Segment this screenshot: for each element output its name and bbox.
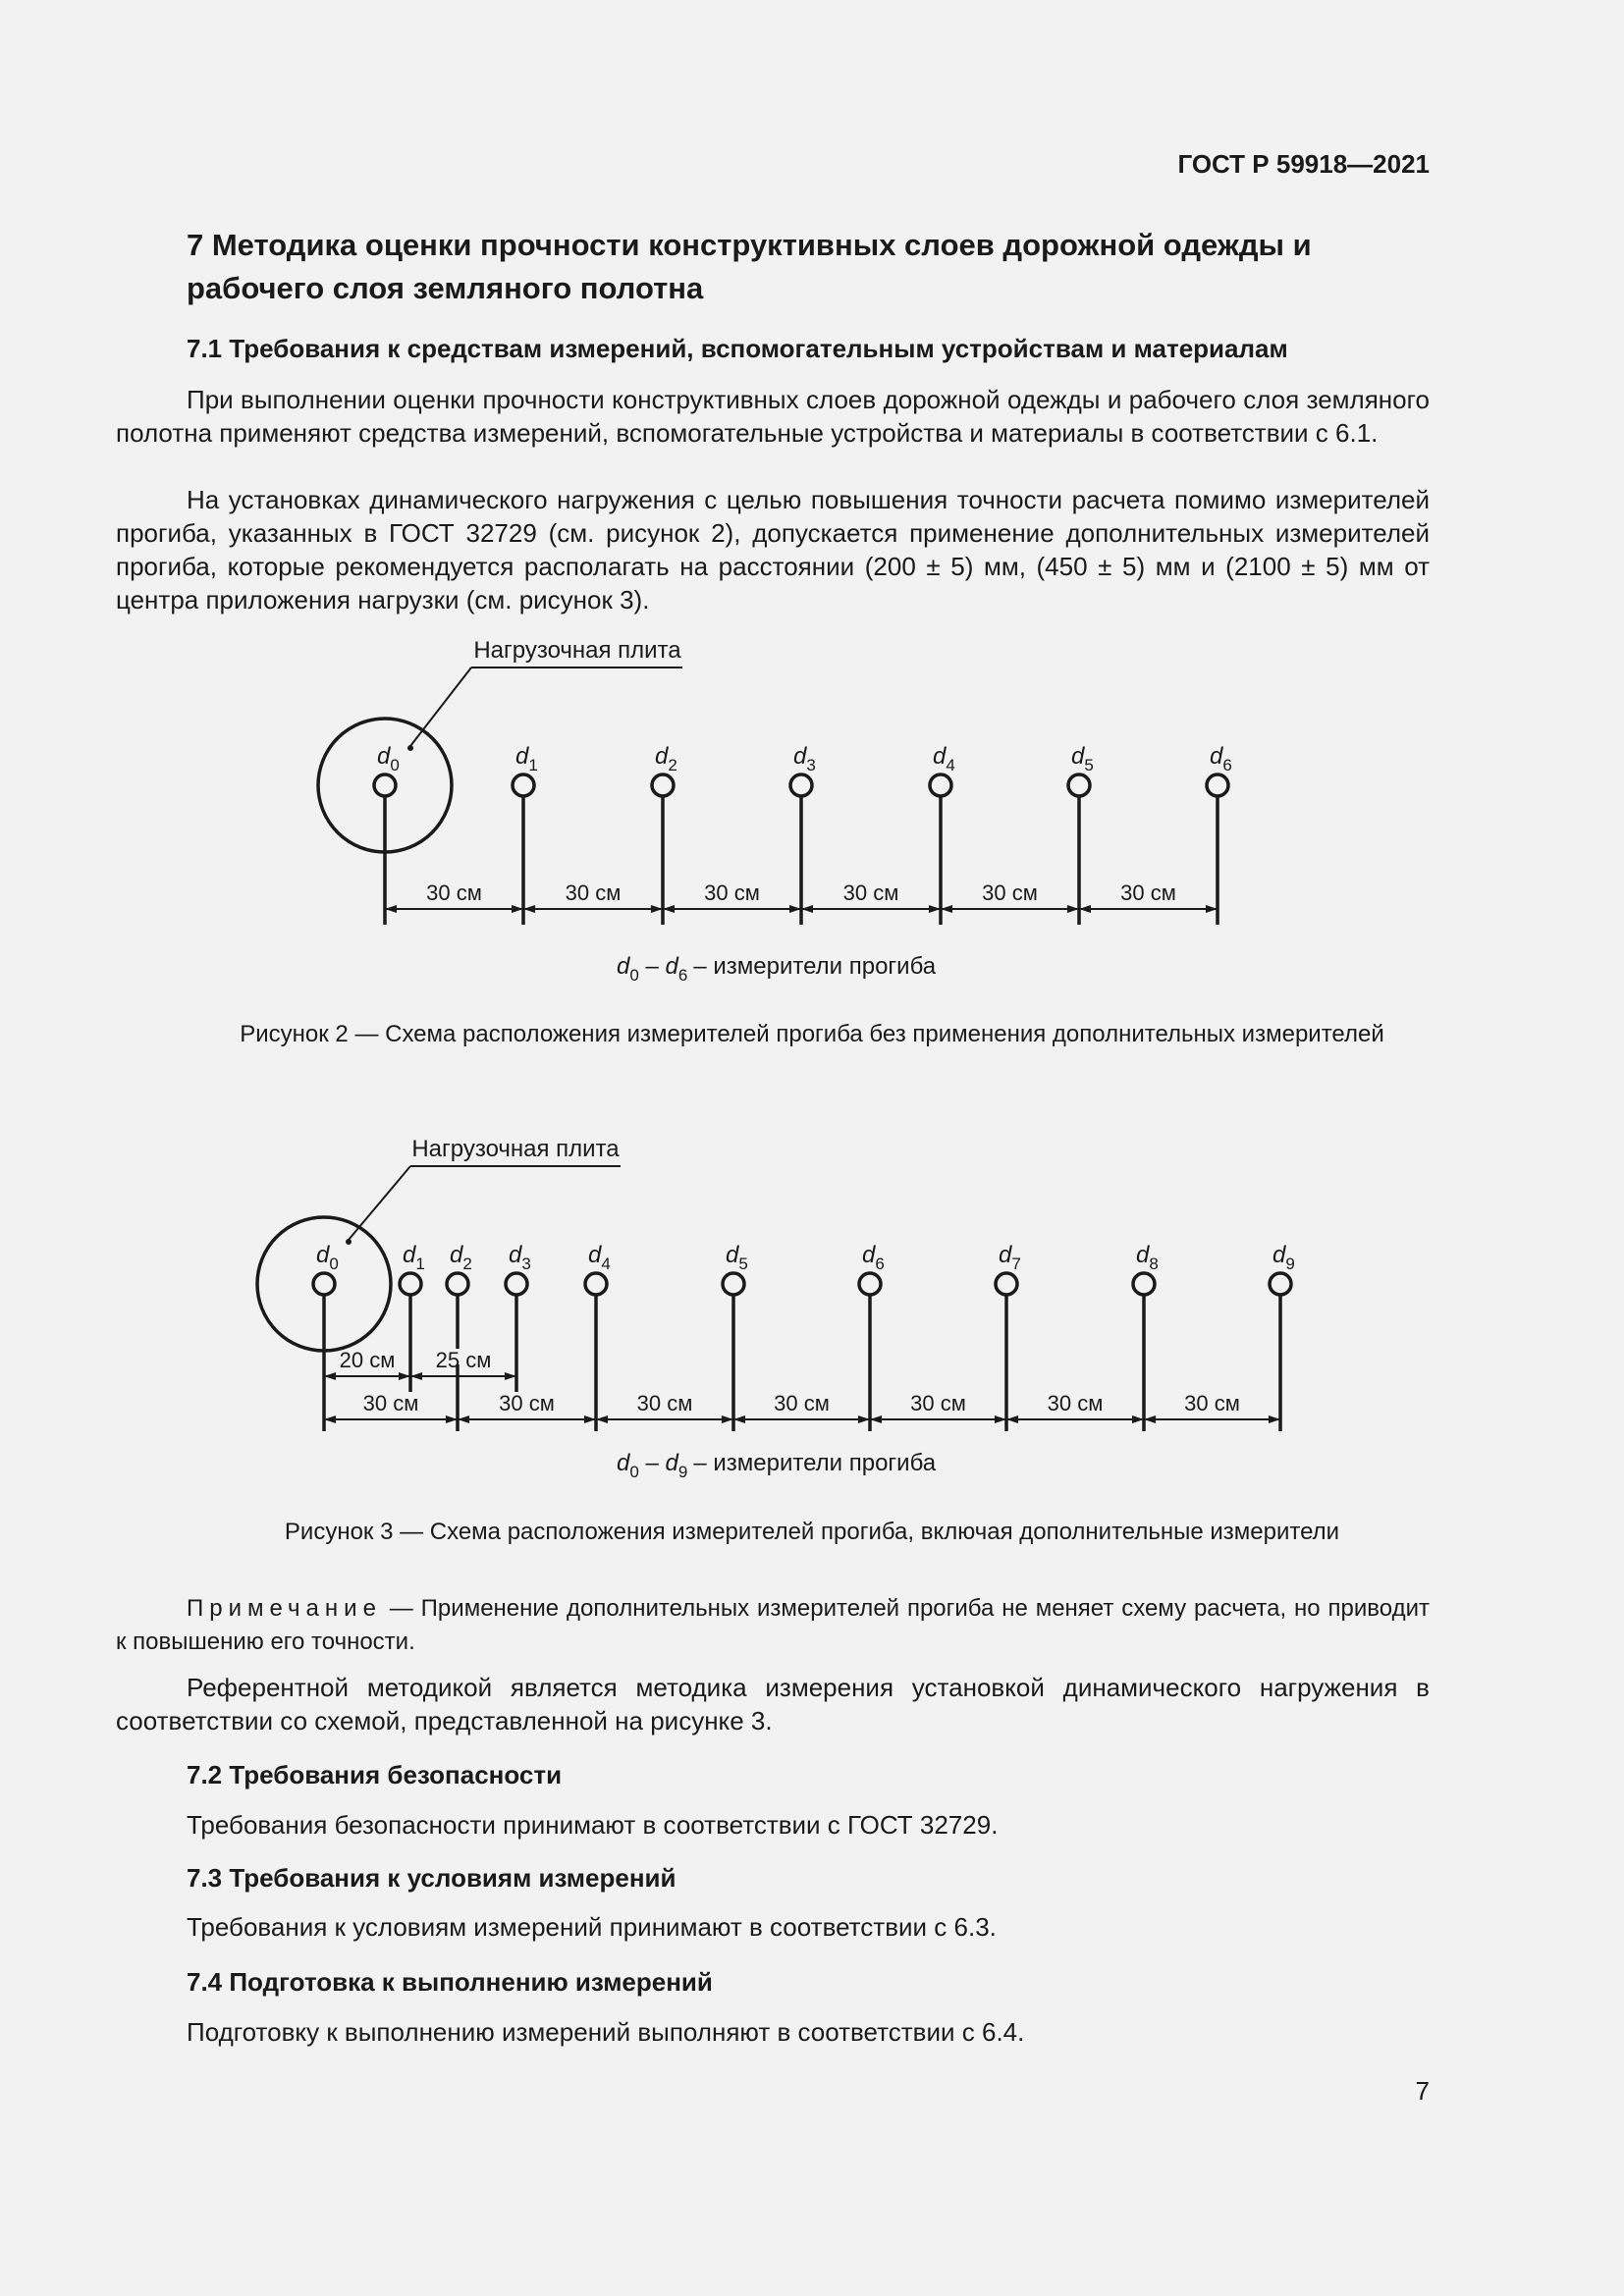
deflection-sensor-1 <box>400 1242 425 1392</box>
subsection-7-3-text: Требования к условиям измерений принимают в соответствии с 6.3. <box>187 1912 997 1942</box>
deflection-sensor-1 <box>513 743 538 925</box>
figure-3-legend: $d_0 - d_9$ – измерители прогиба <box>617 1450 937 1481</box>
sensor-label: $d_1$ <box>515 743 538 774</box>
sensor-label: $d_1$ <box>403 1242 425 1273</box>
lower-dimension-1 <box>458 1391 596 1423</box>
dimension-label: 20 см <box>339 1348 396 1372</box>
sensor-label: $d_6$ <box>1210 743 1232 774</box>
dimension-label: 30 см <box>910 1391 966 1415</box>
subsection-7-4-text: Подготовку к выполнению измерений выполняют в соответствии с 6.4. <box>187 2017 1025 2047</box>
dimension-label: 30 см <box>1120 881 1176 905</box>
deflection-sensor-4 <box>585 1242 611 1431</box>
deflection-sensor-2 <box>652 743 677 925</box>
deflection-sensor-3 <box>506 1242 531 1392</box>
paragraph-3: Референтной методикой является методика измерения установкой динамического нагружения в соответствии со схемой, представленной на рисунке 3. <box>116 1673 1430 1735</box>
sensor-label: $d_5$ <box>726 1242 748 1273</box>
dimension-label: 30 см <box>704 881 760 905</box>
dimension-label: 30 см <box>362 1391 419 1415</box>
deflection-sensor-7 <box>996 1242 1021 1431</box>
sensor-label: $d_0$ <box>377 743 400 774</box>
sensor-label: $d_9$ <box>1272 1242 1295 1273</box>
subsection-7-3-title: 7.3 Требования к условиям измерений <box>187 1863 677 1893</box>
dimension-label: 30 см <box>774 1391 830 1415</box>
deflection-sensor-4 <box>930 743 955 925</box>
note-label: Примечание <box>187 1595 382 1622</box>
lower-dimension-2 <box>596 1391 733 1423</box>
dimension-label: 30 см <box>842 881 899 905</box>
deflection-sensor-9 <box>1270 1242 1295 1431</box>
sensor-label: $d_4$ <box>588 1242 611 1273</box>
document-header: ГОСТ Р 59918—2021 <box>1177 149 1430 179</box>
lower-dimension-0 <box>324 1391 458 1423</box>
deflection-sensor-2 <box>447 1242 472 1349</box>
figure-2-caption: Рисунок 2 — Схема расположения измерителей прогиба без применения дополнительных измерителей <box>240 1021 1384 1047</box>
figure-3-diagram <box>0 1119 1624 1502</box>
dimension-label: 25 см <box>435 1348 492 1372</box>
sensor-label: $d_7$ <box>999 1242 1021 1273</box>
upper-dimension-1 <box>410 1348 516 1380</box>
subsection-7-4-title: 7.4 Подготовка к выполнению измерений <box>187 1967 713 1997</box>
sensor-label: $d_8$ <box>1136 1242 1159 1273</box>
dimension-label: 30 см <box>1184 1391 1240 1415</box>
paragraph-1: При выполнении оценки прочности конструктивных слоев дорожной одежды и рабочего слоя земляного полотна применяют средства измерений, вспомогательные устройства и материалы в соответствии с 6.1. <box>116 385 1430 448</box>
dimension-4 <box>941 881 1079 913</box>
dimension-1 <box>523 881 663 913</box>
dimension-0 <box>385 881 523 913</box>
dimension-label: 30 см <box>636 1391 693 1415</box>
deflection-sensor-8 <box>1133 1242 1159 1431</box>
subsection-7-2-text: Требования безопасности принимают в соответствии с ГОСТ 32729. <box>187 1810 999 1840</box>
deflection-sensor-3 <box>790 743 816 925</box>
note <box>116 1592 1430 1659</box>
sensor-label: $d_6$ <box>862 1242 885 1273</box>
dimension-label: 30 см <box>565 881 622 905</box>
sensor-label: $d_0$ <box>316 1242 339 1273</box>
sensor-label: $d_4$ <box>933 743 955 774</box>
dimension-label: 30 см <box>426 881 482 905</box>
sensor-label: $d_5$ <box>1071 743 1094 774</box>
deflection-sensor-6 <box>859 1242 885 1431</box>
deflection-sensor-5 <box>723 1242 748 1431</box>
deflection-sensor-6 <box>1207 743 1232 925</box>
figure-2-legend: $d_0 - d_6$ – измерители прогиба <box>617 953 937 985</box>
paragraph-2: На установках динамического нагружения с целью повышения точности расчета помимо измерителей прогиба, указанных в ГОСТ 32729 (см. рисунок 2), допускается применение дополнительных измерителей прогиба, которые рекомендуется располагать на расстоянии (200 ± 5) мм, (450 ± 5) мм и (2100 ± 5) мм от центра приложения нагрузки (см. рисунок 3). <box>116 485 1430 614</box>
dimension-label: 30 см <box>982 881 1038 905</box>
lower-dimension-4 <box>870 1391 1006 1423</box>
deflection-sensor-5 <box>1068 743 1094 925</box>
deflection-sensor-0 <box>313 1242 339 1431</box>
dimension-label: 30 см <box>499 1391 555 1415</box>
load-plate-label: Нагрузочная плита <box>411 1136 620 1162</box>
sensor-label: $d_3$ <box>793 743 816 774</box>
subsection-7-1-title: 7.1 Требования к средствам измерений, вспомогательным устройствам и материалам <box>187 334 1288 363</box>
sensor-label: $d_3$ <box>509 1242 531 1273</box>
dimension-2 <box>663 881 801 913</box>
upper-dimension-0 <box>324 1348 410 1380</box>
subsection-7-2-title: 7.2 Требования безопасности <box>187 1760 563 1789</box>
figure-3-caption: Рисунок 3 — Схема расположения измерителей прогиба, включая дополнительные измерители <box>284 1519 1340 1545</box>
lower-dimension-5 <box>1006 1391 1144 1423</box>
sensor-label: $d_2$ <box>450 1242 472 1273</box>
lower-dimension-3 <box>733 1391 870 1423</box>
figure-2-diagram <box>0 618 1624 1011</box>
sensor-label: $d_2$ <box>655 743 677 774</box>
dimension-label: 30 см <box>1047 1391 1104 1415</box>
page-number: 7 <box>1415 2076 1430 2106</box>
deflection-sensor-0 <box>374 743 400 925</box>
load-plate-label: Нагрузочная плита <box>473 637 681 664</box>
section-title: 7 Методика оценки прочности конструктивных слоев дорожной одежды и рабочего слоя земляного полотна <box>187 228 1312 305</box>
dimension-5 <box>1079 881 1218 913</box>
dimension-3 <box>801 881 941 913</box>
lower-dimension-6 <box>1144 1391 1280 1423</box>
note-text: — Применение дополнительных измерителей прогиба не меняет схему расчета, но приводит к повышению его точности. <box>116 1595 1430 1655</box>
